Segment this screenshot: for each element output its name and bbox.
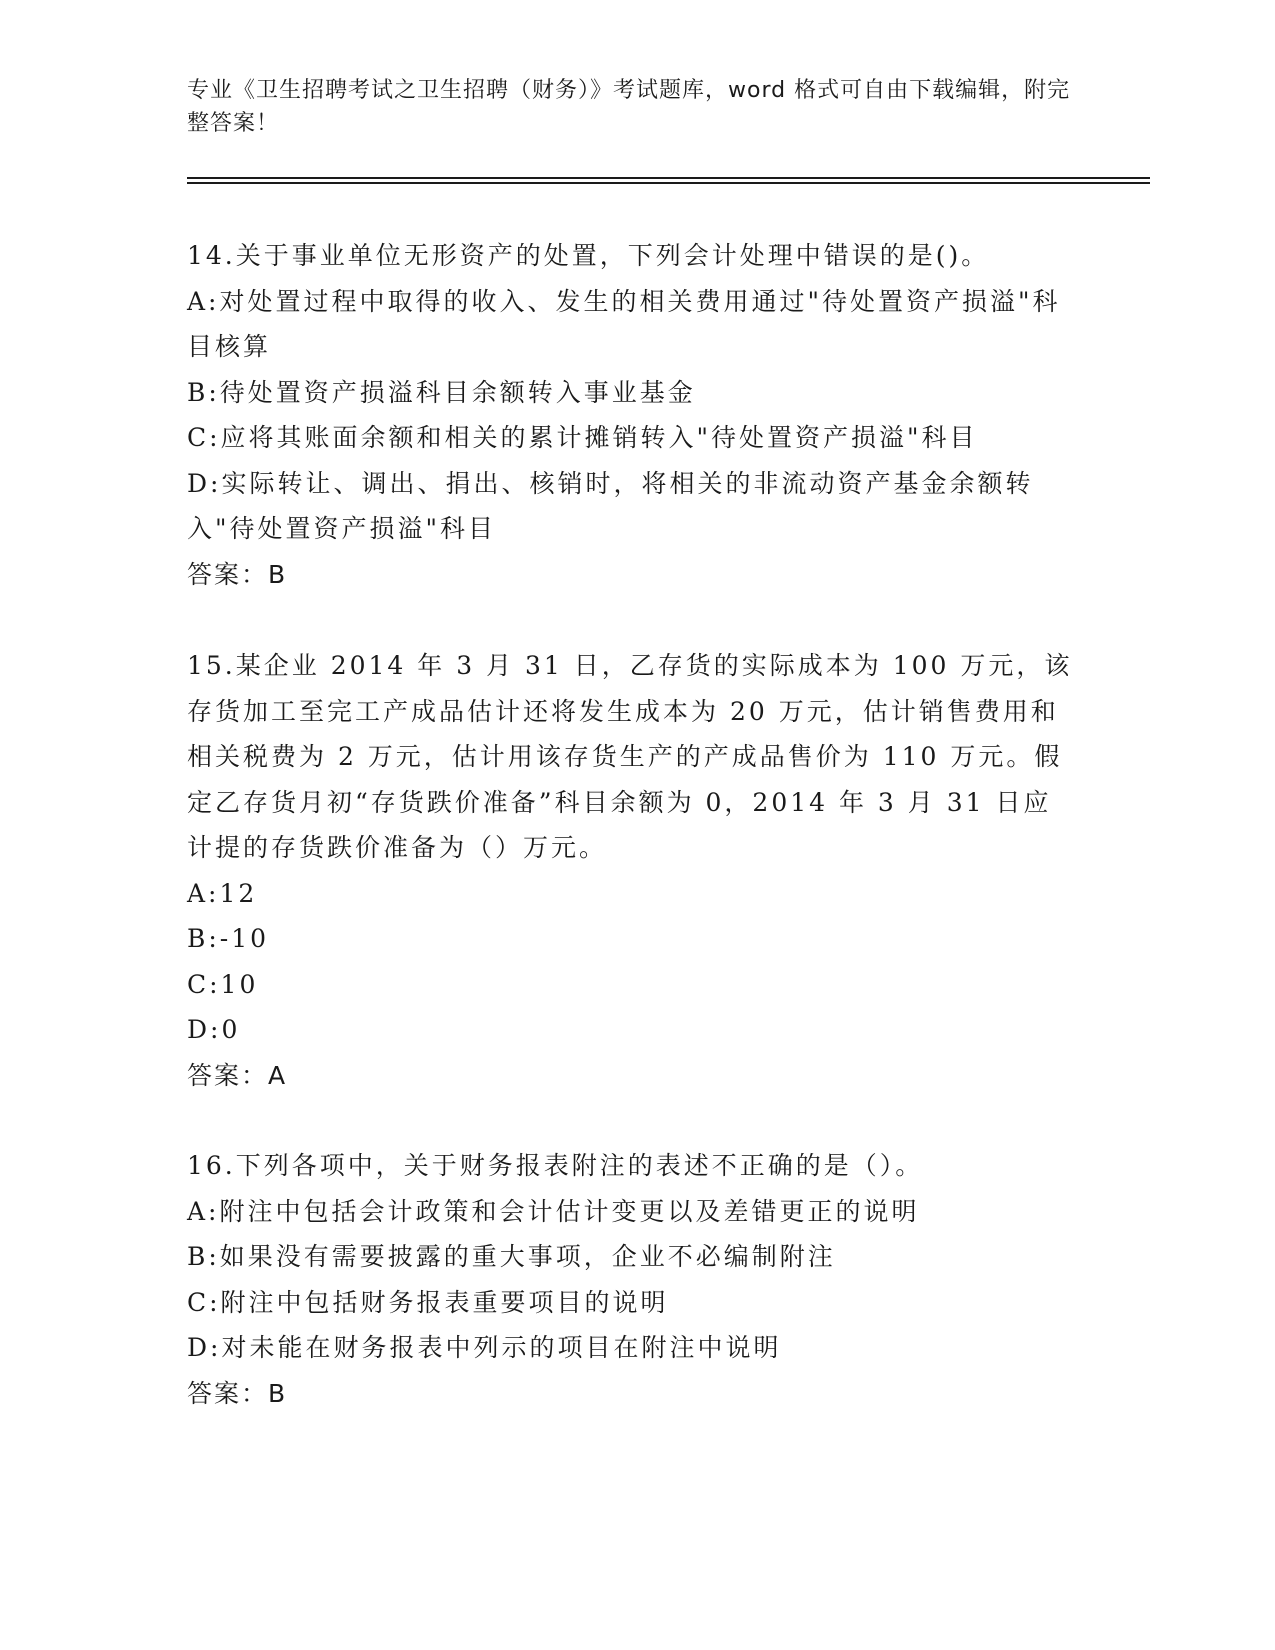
header-divider-top	[187, 177, 1150, 179]
answer-label: 答案：B	[187, 1378, 288, 1408]
document-header: 专业《卫生招聘考试之卫生招聘（财务）》考试题库，word 格式可自由下载编辑，附完整答案！	[187, 78, 1071, 136]
option-a: A:12	[187, 878, 258, 908]
header-divider-bottom	[187, 182, 1150, 184]
option-d: D:对未能在财务报表中列示的项目在附注中说明	[187, 1333, 782, 1362]
option-c: C:附注中包括财务报表重要项目的说明	[187, 1287, 669, 1317]
option-c: C:10	[187, 969, 259, 999]
question-stem: 16.下列各项中，关于财务报表附注的表述不正确的是（）。	[187, 1151, 924, 1180]
answer-label: 答案：A	[187, 1060, 288, 1090]
option-b: B:如果没有需要披露的重大事项，企业不必编制附注	[187, 1242, 836, 1271]
option-c: C:应将其账面余额和相关的累计摊销转入"待处置资产损溢"科目	[187, 423, 978, 452]
question-stem: 15.某企业 2014 年 3 月 31 日，乙存货的实际成本为 100 万元，该存货加工至完工产成品估计还将发生成本为 20 万元，估计销售费用和相关税费为 2 万元，估计用该存货生产的产成品售价为 110 万元。假定乙存货月初“存货跌价准备”科目余额为 0，2014 年 3 月 31 日应计提的存货跌价准备为（）万元。	[187, 651, 1073, 862]
question-14	[187, 233, 1077, 597]
option-b: B:-10	[187, 924, 270, 953]
option-a: A:附注中包括会计政策和会计估计变更以及差错更正的说明	[187, 1196, 920, 1226]
option-d: D:0	[187, 1015, 241, 1044]
question-16	[187, 1143, 1077, 1416]
question-15	[187, 643, 1077, 1098]
option-d: D:实际转让、调出、捐出、核销时，将相关的非流动资产基金余额转入"待处置资产损溢"科目	[187, 468, 1034, 543]
option-a: A:对处置过程中取得的收入、发生的相关费用通过"待处置资产损溢"科目核算	[187, 286, 1061, 361]
answer-label: 答案：B	[187, 559, 288, 589]
option-b: B:待处置资产损溢科目余额转入事业基金	[187, 377, 696, 407]
question-stem: 14.关于事业单位无形资产的处置，下列会计处理中错误的是()。	[187, 241, 990, 270]
